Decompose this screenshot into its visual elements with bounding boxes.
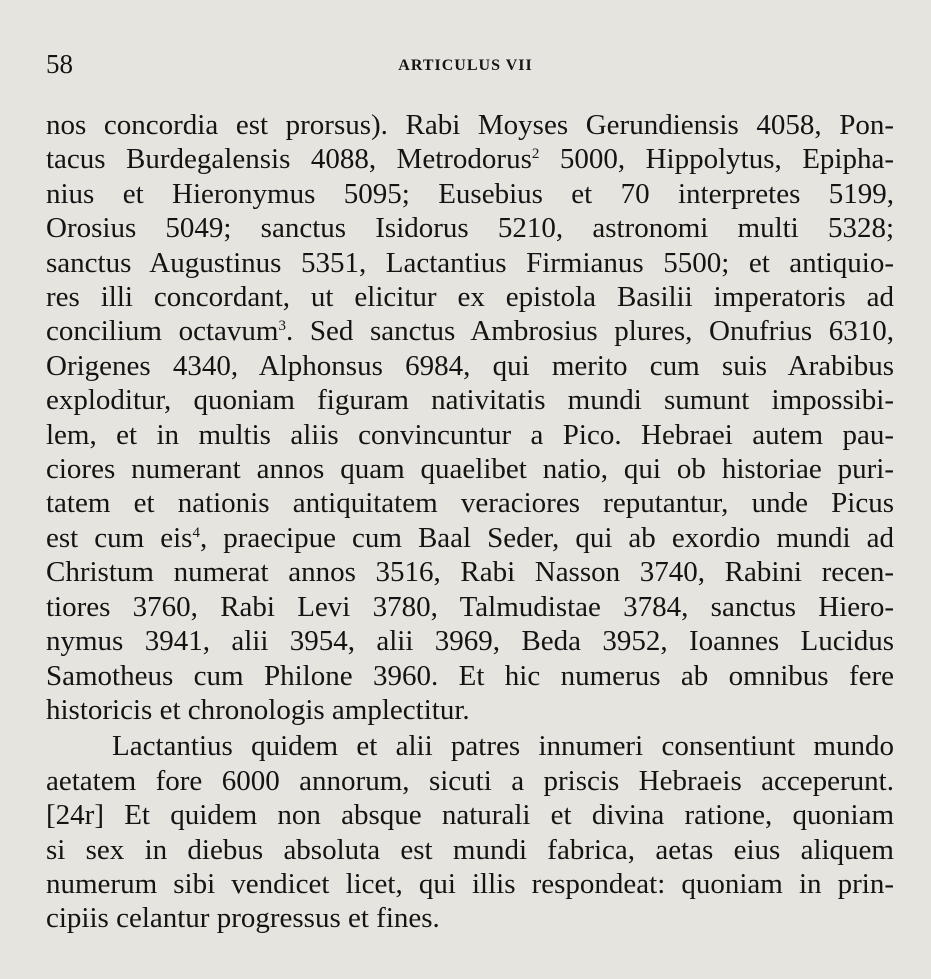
text-line: numerum sibi vendicet licet, qui illis respondeat: quoniam in prin- [46, 867, 894, 900]
page-header [46, 44, 885, 84]
text-line: exploditur, quoniam figuram nativitatis mundi sumunt impossibi- [46, 384, 894, 417]
text-line: Samotheus cum Philone 3960. Et hic numerus ab omnibus fere [46, 659, 894, 692]
text-line [46, 521, 894, 555]
text-line: aetatem fore 6000 annorum, sicuti a priscis Hebraeis acceperunt. [46, 764, 894, 797]
text-line: nymus 3941, alii 3954, alii 3969, Beda 3952, Ioannes Lucidus [46, 625, 894, 658]
footnote-ref-4: 4 [192, 524, 200, 541]
text-segment: concilium octavum [46, 315, 279, 348]
text-line: [24r] Et quidem non absque naturali et divina ratione, quoniam [46, 799, 894, 832]
text-line: nius et Hieronymus 5095; Eusebius et 70 interpretes 5199, [46, 177, 894, 210]
text-line: historicis et chronologis amplectitur. [46, 693, 470, 726]
text-segment: , praecipue cum Baal Seder, qui ab exordio mundi ad [199, 521, 895, 554]
text-line: cipiis celantur progressus et fines. [46, 902, 440, 935]
text-line: nos concordia est prorsus). Rabi Moyses Gerundiensis 4058, Pon- [46, 109, 894, 141]
text-segment: est cum eis [46, 521, 193, 554]
text-line: lem, et in multis aliis convincuntur a Pico. Hebraei autem pau- [46, 418, 894, 451]
text-line: ciores numerant annos quam quaelibet natio, qui ob historiae puri- [46, 453, 894, 486]
page-number: 58 [46, 49, 73, 79]
text-line: res illi concordant, ut elicitur ex epistola Basilii imperatoris ad [46, 281, 894, 314]
text-line: Orosius 5049; sanctus Isidorus 5210, astronomi multi 5328; [46, 212, 894, 245]
text-line: tiores 3760, Rabi Levi 3780, Talmudistae 3784, sanctus Hiero- [46, 590, 894, 623]
text-segment: . Sed sanctus Ambrosius plures, Onufrius 6310, [285, 315, 894, 348]
text-line: Christum numerat annos 3516, Rabi Nasson 3740, Rabini recen- [46, 556, 894, 589]
text-segment: tacus Burdegalensis 4088, Metrodorus [46, 143, 532, 176]
paragraph-1 [46, 108, 894, 727]
text-line [46, 314, 894, 348]
text-line: Lactantius quidem et alii patres innumeri consentiunt mundo [112, 730, 894, 763]
paragraph-2 [46, 729, 894, 935]
text-line: Origenes 4340, Alphonsus 6984, qui merito cum suis Arabibus [46, 349, 894, 382]
text-segment: 5000, Hippolytus, Epipha- [559, 143, 895, 176]
text-line: si sex in diebus absoluta est mundi fabrica, aetas eius aliquem [46, 833, 894, 866]
text-line: tatem et nationis antiquitatem veraciores reputantur, unde Picus [46, 487, 894, 520]
footnote-ref-2: 2 [531, 146, 540, 163]
running-head: ARTICULUS VII [398, 57, 533, 74]
body-text [46, 108, 894, 936]
text-line [46, 142, 894, 176]
text-line: sanctus Augustinus 5351, Lactantius Firmianus 5500; et antiquio- [46, 246, 894, 279]
footnote-ref-3: 3 [278, 318, 286, 335]
